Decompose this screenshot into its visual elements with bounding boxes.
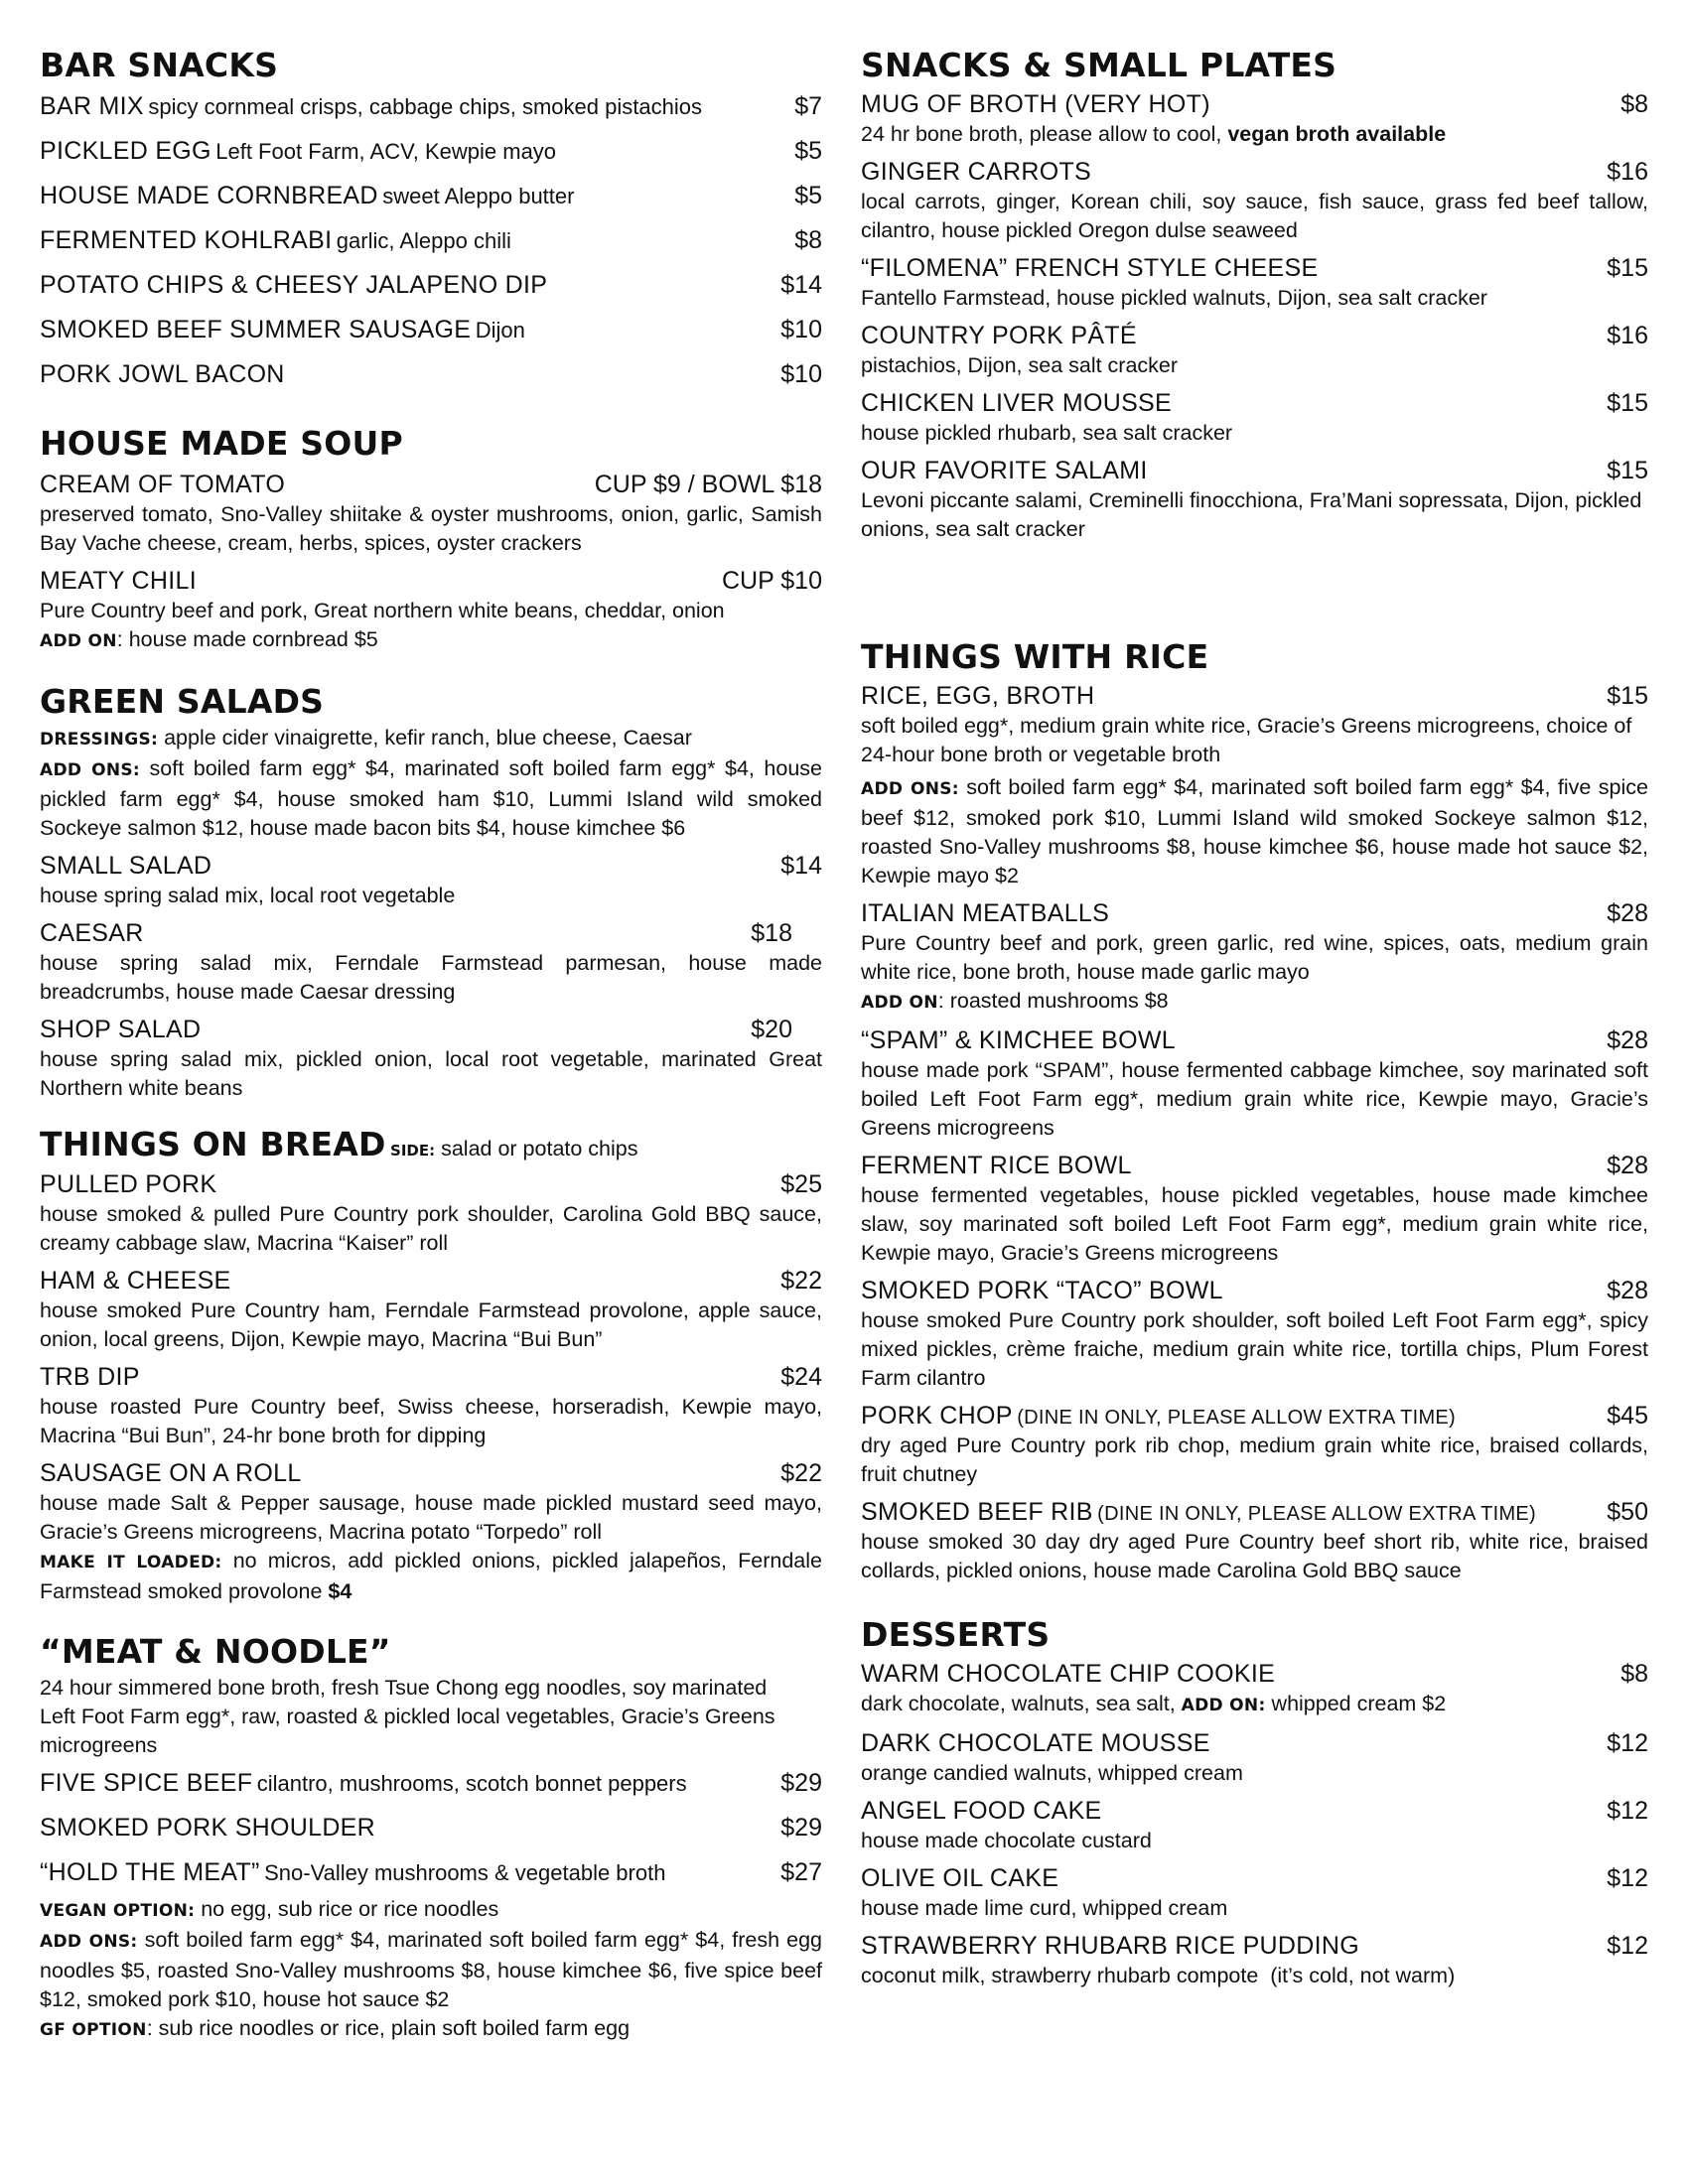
section-title: THINGS WITH RICE [861,637,1209,676]
item-name: STRAWBERRY RHUBARB RICE PUDDING [861,1932,1359,1960]
item-price: $12 [1607,1932,1648,1960]
item-desc: Dijon [475,318,525,342]
item-name: CAESAR [40,919,144,947]
item-desc: Levoni piccante salami, Creminelli finocchiona, Fra’Mani sopressata, Dijon, pickled onions, sea salt cracker [861,488,1642,541]
item-desc: house made chocolate custard [861,1829,1152,1852]
item-price: $16 [1607,322,1648,349]
item-name: OLIVE OIL CAKE [861,1864,1059,1892]
side-text: salad or potato chips [435,1137,638,1160]
item-name: “FILOMENA” FRENCH STYLE CHEESE [861,254,1319,282]
salad-addons [40,754,822,843]
item-price: $14 [780,271,822,299]
item-note: (DINE IN ONLY, PLEASE ALLOW EXTRA TIME) [1097,1503,1536,1525]
item-desc: cilantro, mushrooms, scotch bonnet peppers [256,1771,687,1796]
menu-item [40,1813,822,1857]
item-name: HAM & CHEESE [40,1267,231,1295]
menu-item [861,1728,1648,1759]
item-name: FIVE SPICE BEEF [40,1769,253,1797]
item-desc: house made pork “SPAM”, house fermented cabbage kimchee, soy marinated soft boiled Left Foot Farm egg*, medium grain white rice, Kewpie mayo, Gracie’s Greens microgreens [861,1058,1648,1140]
item-desc: house spring salad mix, local root vegetable [40,884,456,907]
item-desc: Left Foot Farm, ACV, Kewpie mayo [215,139,557,164]
item-price: CUP $9 / BOWL $18 [594,471,822,498]
menu-item [861,1025,1648,1056]
menu-item [40,359,822,404]
item-price: $8 [1620,1660,1648,1688]
menu-item [861,89,1648,120]
left-column [40,46,822,2045]
menu-item [861,1151,1648,1181]
item-name: SMOKED BEEF RIB [861,1498,1093,1526]
item-desc: coconut milk, strawberry rhubarb compote (it’s cold, not warm) [861,1964,1456,1987]
item-price: $10 [780,316,822,343]
loaded-label: MAKE IT LOADED: [40,1553,222,1572]
item-price: $25 [780,1170,822,1198]
item-desc [861,120,1648,149]
addon-label: ADD ON [861,993,938,1013]
menu-item [40,1015,822,1045]
item-note: (DINE IN ONLY, PLEASE ALLOW EXTRA TIME) [1017,1407,1457,1429]
addons-label: ADD ONS: [40,760,140,780]
small-plates-section [861,46,1648,544]
gf-text: : sub rice noodles or rice, plain soft boiled farm egg [146,2016,631,2040]
addon-text: : roasted mushrooms $8 [937,989,1169,1013]
item-price: $24 [780,1363,822,1391]
right-column [861,46,1648,1990]
item-name: PICKLED EGG [40,137,211,165]
dressings-line [40,724,822,754]
item-desc: house spring salad mix, pickled onion, local root vegetable, marinated Great Northern white beans [40,1047,822,1100]
bread-header [40,1125,822,1165]
item-desc: house smoked 30 day dry aged Pure Country beef short rib, white rice, braised collards, pickled onions, house made Carolina Gold BBQ sauce [861,1530,1648,1582]
noodle-addons [40,1926,822,2014]
loaded-line [40,1547,822,1606]
item-name: BAR MIX [40,92,144,120]
item-price: $20 [751,1016,792,1043]
item-desc [861,1690,1648,1720]
item-desc: house smoked Pure Country pork shoulder, soft boiled Left Foot Farm egg*, spicy mixed pickles, crème fraiche, medium grain white rice, tortilla chips, Plum Forest Farm cilantro [861,1308,1648,1390]
section-title: “MEAT & NOODLE” [40,1632,391,1671]
item-name: GINGER CARROTS [861,158,1091,186]
item-name: SMOKED PORK “TACO” BOWL [861,1277,1223,1304]
section-title: THINGS ON BREAD [40,1125,386,1163]
menu-item [40,1857,822,1895]
menu-item [40,315,822,359]
menu-item [40,1768,822,1813]
item-price: $28 [1607,1152,1648,1179]
noodle-intro: 24 hour simmered bone broth, fresh Tsue Chong egg noodles, soy marinated Left Foot Farm egg*, raw, roasted & pickled local vegetables, Gracie’s Greens microgreens [40,1676,775,1757]
dressings-text: apple cider vinaigrette, kefir ranch, blue cheese, Caesar [158,726,692,750]
menu-item [861,1659,1648,1690]
item-name: PULLED PORK [40,1170,217,1198]
soup-addon [40,625,822,656]
section-title: SNACKS & SMALL PLATES [861,46,1337,84]
item-price: $15 [1607,254,1648,282]
item-name: “SPAM” & KIMCHEE BOWL [861,1026,1176,1054]
item-price: $45 [1607,1402,1648,1430]
item-desc: preserved tomato, Sno-Valley shiitake & oyster mushrooms, onion, garlic, Samish Bay Vache cheese, cream, herbs, spices, oyster crackers [40,502,822,555]
addons-text: soft boiled farm egg* $4, marinated soft boiled farm egg* $4, house pickled farm egg* $4, house smoked ham $10, Lummi Island wild smoked Sockeye salmon $12, house made bacon bits $4, house kimchee $6 [40,756,822,840]
item-desc: local carrots, ginger, Korean chili, soy sauce, fish sauce, grass fed beef tallow, cilantro, house pickled Oregon dulse seaweed [861,190,1648,242]
menu-item [861,681,1648,712]
salads-section [40,682,822,1103]
item-desc: pistachios, Dijon, sea salt cracker [861,353,1179,377]
item-desc: sweet Aleppo butter [382,184,575,208]
section-title: HOUSE MADE SOUP [40,424,403,463]
vegan-text: no egg, sub rice or rice noodles [195,1897,499,1921]
menu-item [40,270,822,315]
item-name: SMOKED PORK SHOULDER [40,1814,376,1842]
gf-line [40,2014,822,2045]
item-desc: house smoked Pure Country ham, Ferndale Farmstead provolone, apple sauce, onion, local greens, Dijon, Kewpie mayo, Macrina “Bui Bun” [40,1298,822,1351]
item-desc: house fermented vegetables, house pickled vegetables, house made kimchee slaw, soy marinated soft boiled Left Foot Farm egg*, medium grain white rice, Kewpie mayo, Gracie’s Greens microgreens [861,1183,1648,1265]
menu-item [861,253,1648,284]
item-desc: Pure Country beef and pork, Great northern white beans, cheddar, onion [40,599,725,622]
addon-text: whipped cream $2 [1265,1692,1447,1715]
item-price: $22 [780,1267,822,1295]
item-desc: house made lime curd, whipped cream [861,1896,1228,1920]
vegan-line [40,1895,822,1926]
item-desc: house smoked & pulled Pure Country pork shoulder, Carolina Gold BBQ sauce, creamy cabbage slaw, Macrina “Kaiser” roll [40,1202,822,1255]
item-price: $29 [780,1769,822,1797]
item-desc: dry aged Pure Country pork rib chop, medium grain white rice, braised collards, fruit chutney [861,1433,1648,1486]
item-price: $14 [780,852,822,880]
gf-label: GF OPTION [40,2020,147,2040]
item-desc: Sno-Valley mushrooms & vegetable broth [264,1860,666,1885]
item-name: PORK CHOP [861,1402,1013,1430]
item-name: OUR FAVORITE SALAMI [861,457,1148,484]
item-price: $12 [1607,1864,1648,1892]
menu-item [40,91,822,136]
menu-item [861,321,1648,351]
menu-item [40,566,822,597]
loaded-text: no micros, add pickled onions, pickled jalapeños, Ferndale Farmstead smoked provolone [40,1549,822,1603]
item-desc: house made Salt & Pepper sausage, house made pickled mustard seed mayo, Gracie’s Greens microgreens, Macrina potato “Torpedo” roll [40,1491,822,1544]
section-title: GREEN SALADS [40,682,325,721]
menu-item [861,1401,1648,1432]
menu-item [861,1497,1648,1528]
desc-text: dark chocolate, walnuts, sea salt, [861,1692,1182,1715]
item-price: $12 [1607,1797,1648,1825]
item-price: $7 [794,92,822,120]
item-price: $12 [1607,1729,1648,1757]
item-name: DARK CHOCOLATE MOUSSE [861,1729,1210,1757]
item-price: $15 [1607,682,1648,710]
dressings-label: DRESSINGS: [40,730,159,750]
item-price: $10 [780,360,822,388]
item-price: $15 [1607,457,1648,484]
menu-item [861,1276,1648,1306]
menu-item [861,157,1648,188]
rice-section [861,637,1648,1585]
item-name: WARM CHOCOLATE CHIP COOKIE [861,1660,1276,1688]
menu-item [40,1266,822,1297]
item-desc: garlic, Aleppo chili [336,228,511,253]
meatballs-addon [861,987,1648,1018]
addon-label: ADD ON [40,631,117,651]
item-name: FERMENT RICE BOWL [861,1152,1132,1179]
side-label: SIDE: [390,1142,436,1160]
desserts-section [861,1615,1648,1990]
addons-label: ADD ONS: [40,1932,138,1952]
item-name: ANGEL FOOD CAKE [861,1797,1102,1825]
menu-item [861,456,1648,486]
soup-section [40,424,822,656]
addons-label: ADD ONS: [861,779,959,799]
menu-item [40,851,822,882]
menu-item [40,1458,822,1489]
item-price: $18 [751,919,792,947]
item-desc: Fantello Farmstead, house pickled walnuts, Dijon, sea salt cracker [861,286,1487,310]
item-price: $50 [1607,1498,1648,1526]
item-desc: house pickled rhubarb, sea salt cracker [861,421,1233,445]
item-desc: soft boiled egg*, medium grain white rice, Gracie’s Greens microgreens, choice of 24-hour bone broth or vegetable broth [861,714,1632,766]
item-name: ITALIAN MEATBALLS [861,899,1110,927]
item-price: $28 [1607,1026,1648,1054]
item-price: $8 [794,226,822,254]
item-name: TRB DIP [40,1363,140,1391]
addon-text: : house made cornbread $5 [116,627,378,651]
item-price: $27 [780,1858,822,1886]
item-desc: house roasted Pure Country beef, Swiss cheese, horseradish, Kewpie mayo, Macrina “Bui Bun”, 24-hr bone broth for dipping [40,1395,822,1447]
item-name: CREAM OF TOMATO [40,471,286,498]
item-price: $29 [780,1814,822,1842]
bar-snacks-section [40,46,822,404]
item-price: $16 [1607,158,1648,186]
item-price: CUP $10 [722,567,822,595]
item-name: SMALL SALAD [40,852,212,880]
menu-item [861,1931,1648,1962]
menu-item [40,1362,822,1393]
bread-section [40,1125,822,1606]
item-name: POTATO CHIPS & CHEESY JALAPENO DIP [40,271,548,299]
item-name: RICE, EGG, BROTH [861,682,1095,710]
item-desc: house spring salad mix, Ferndale Farmstead parmesan, house made breadcrumbs, house made Caesar dressing [40,951,822,1004]
menu-item [40,1169,822,1200]
vegan-label: VEGAN OPTION: [40,1901,196,1921]
addons-text: soft boiled farm egg* $4, marinated soft boiled farm egg* $4, fresh egg noodles $5, roasted Sno-Valley mushrooms $8, house kimchee $6, five spice beef $12, smoked pork $10, house hot sauce $2 [40,1928,822,2011]
menu-item [861,1863,1648,1894]
section-title: BAR SNACKS [40,46,279,84]
item-price: $15 [1607,389,1648,417]
menu-item [40,918,822,949]
addons-text: soft boiled farm egg* $4, marinated soft boiled farm egg* $4, five spice beef $12, smoked pork $10, Lummi Island wild smoked Sockeye salmon $12, roasted Sno-Valley mushrooms $8, house kimchee $6, house made hot sauce $2, Kewpie mayo $2 [861,775,1648,887]
desc-text: 24 hr bone broth, please allow to cool, [861,122,1228,146]
item-name: SMOKED BEEF SUMMER SAUSAGE [40,316,472,343]
item-desc: spicy cornmeal crisps, cabbage chips, smoked pistachios [148,94,702,119]
menu-item [40,470,822,500]
item-desc: orange candied walnuts, whipped cream [861,1761,1243,1785]
item-price: $22 [780,1459,822,1487]
item-name: “HOLD THE MEAT” [40,1858,260,1886]
noodle-section [40,1632,822,2045]
loaded-price: $4 [328,1579,352,1603]
item-name: FERMENTED KOHLRABI [40,226,333,254]
item-name: MEATY CHILI [40,567,197,595]
section-title: DESSERTS [861,1615,1051,1654]
desc-bold: vegan broth available [1227,122,1447,146]
item-price: $28 [1607,1277,1648,1304]
menu-item [40,225,822,270]
item-desc: Pure Country beef and pork, green garlic, red wine, spices, oats, medium grain white rice, bone broth, house made garlic mayo [861,931,1648,984]
item-name: MUG OF BROTH (VERY HOT) [861,90,1210,118]
item-name: SAUSAGE ON A ROLL [40,1459,302,1487]
rice-addons [861,773,1648,890]
item-name: SHOP SALAD [40,1016,202,1043]
item-name: HOUSE MADE CORNBREAD [40,182,378,209]
item-name: PORK JOWL BACON [40,360,285,388]
item-price: $8 [1620,90,1648,118]
item-price: $5 [794,182,822,209]
item-price: $5 [794,137,822,165]
addon-label: ADD ON: [1181,1696,1266,1715]
item-name: CHICKEN LIVER MOUSSE [861,389,1173,417]
menu-item [861,898,1648,929]
menu-item [40,181,822,225]
menu-item [861,1796,1648,1827]
item-price: $28 [1607,899,1648,927]
item-name: COUNTRY PORK PÂTÉ [861,322,1137,349]
menu-item [861,388,1648,419]
menu-item [40,136,822,181]
